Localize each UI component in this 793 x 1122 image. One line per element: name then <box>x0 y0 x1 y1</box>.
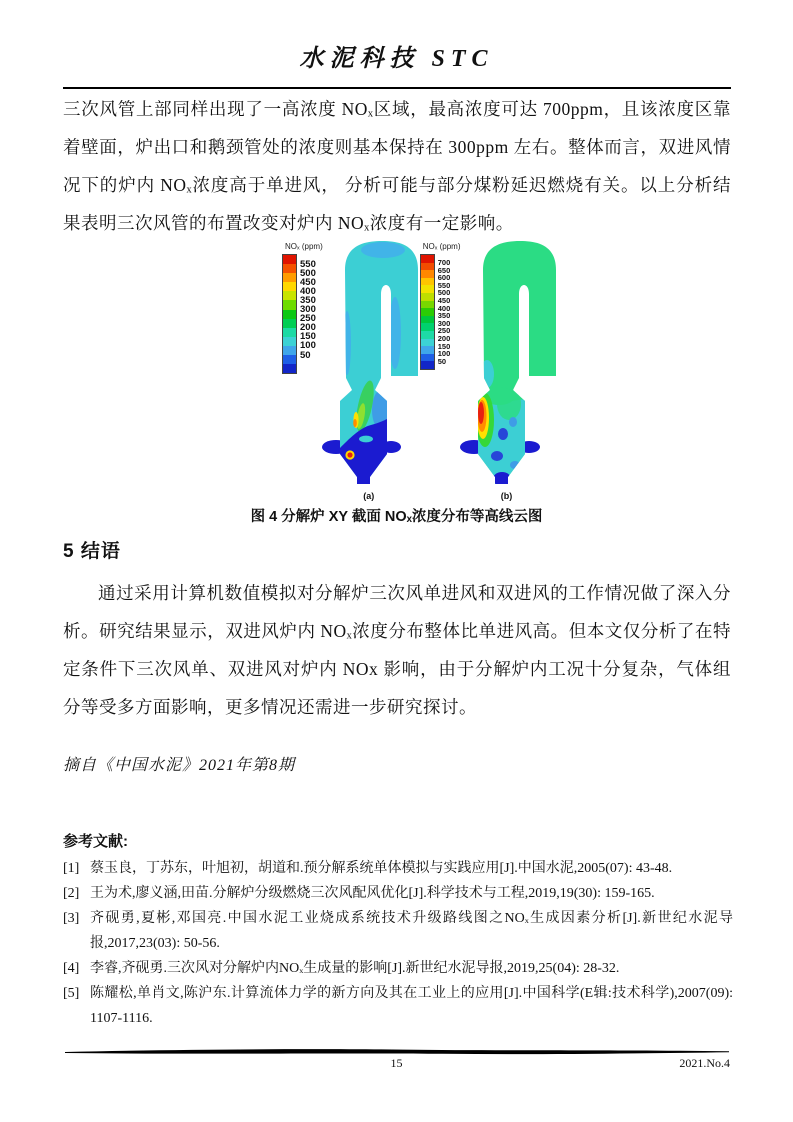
subfigure-label-b: (b) <box>500 491 513 501</box>
page-header-title: 水泥科技 STC <box>299 46 494 72</box>
source-note: 摘自《中国水泥》2021年第8期 <box>63 757 296 774</box>
colorbar-b-title: NOₓ (ppm) <box>422 242 461 251</box>
reference-item <box>63 981 733 1031</box>
colorbar-a-ticks: 550 500 450 400 350 300 250 200 150 100 50 <box>300 258 316 361</box>
footer-issue: 2021.No.4 <box>679 1056 730 1070</box>
reference-text: 陈耀松,单肖文,陈沪东.计算流体力学的新方向及其在工业上的应用[J].中国科学(E辑:技术科学),2007(09): 1107-1116. <box>90 986 733 1026</box>
figure-panel-a <box>283 238 421 501</box>
furnace-contour-a <box>317 238 421 490</box>
reference-text: 齐砚勇,夏彬,邓国亮.中国水泥工业烧成系统技术升级路线图之NOₓ生成因素分析[J].新世纪水泥导报,2017,23(03): 50-56. <box>90 911 733 951</box>
figure-panel-b <box>421 238 559 501</box>
references-heading: 参考文献: <box>63 833 128 850</box>
reference-text: 王为术,廖义涵,田苗.分解炉分级燃烧三次风配风优化[J].科学技术与工程,2019,19(30): 159-165. <box>90 886 655 901</box>
colorbar-b-ticks: 700 650 600 550 500 450 400 350 300 250 200 150 100 50 <box>437 258 451 366</box>
reference-number: [5] <box>63 986 80 1001</box>
reference-item <box>63 881 733 906</box>
section-heading-conclusion: 5 结语 <box>63 541 121 562</box>
colorbar-a-swatches <box>283 255 296 373</box>
subfigure-label-a: (a) <box>363 491 375 501</box>
footer-rule <box>63 1048 731 1056</box>
furnace-contour-b <box>455 238 559 490</box>
reference-text: 李睿,齐砚勇.三次风对分解炉内NOₓ生成量的影响[J].新世纪水泥导报,2019,25(04): 28-32. <box>90 961 620 976</box>
reference-number: [1] <box>63 861 80 876</box>
reference-number: [2] <box>63 886 80 901</box>
conclusion-paragraph: 通过采用计算机数值模拟对分解炉三次风单进风和双进风的工作情况做了深入分析。研究结果显示，双进风炉内 NOₓ浓度分布整体比单进风高。但本文仅分析了在特定条件下三次风单、双进风对炉内 NOx 影响，由于分解炉内工况十分复杂，气体组分等受多方面影响，更多情况还需进一步研究探讨。 <box>63 583 731 717</box>
reference-number: [3] <box>63 911 80 926</box>
reference-item <box>63 956 733 981</box>
figure-caption: 图 4 分解炉 XY 截面 NOₓ浓度分布等高线云图 <box>250 509 543 525</box>
figure-4 <box>283 238 535 501</box>
intro-paragraph: 三次风管上部同样出现了一高浓度 NOₓ区域，最高浓度可达 700ppm，且该浓度区靠着壁面，炉出口和鹅颈管处的浓度则基本保持在 300ppm 左右。整体而言，双进风情况下的炉内 NOₓ浓度高于单进风， 分析可能与部分煤粉延迟燃烧有关。以上分析结果表明三次风管的布置改变对炉内 NOₓ浓度有一定影响。 <box>63 99 731 233</box>
colorbar-b-swatches <box>421 255 434 369</box>
footer-page-number: 15 <box>390 1056 403 1070</box>
colorbar-a-title: NOₓ (ppm) <box>285 242 323 251</box>
references-list <box>63 856 733 1031</box>
reference-number: [4] <box>63 961 80 976</box>
reference-item <box>63 906 733 956</box>
reference-item <box>63 856 733 881</box>
header-rule <box>63 87 731 89</box>
reference-text: 蔡玉良，丁苏东，叶旭初，胡道和.预分解系统单体模拟与实践应用[J].中国水泥,2005(07): 43-48. <box>90 861 673 876</box>
